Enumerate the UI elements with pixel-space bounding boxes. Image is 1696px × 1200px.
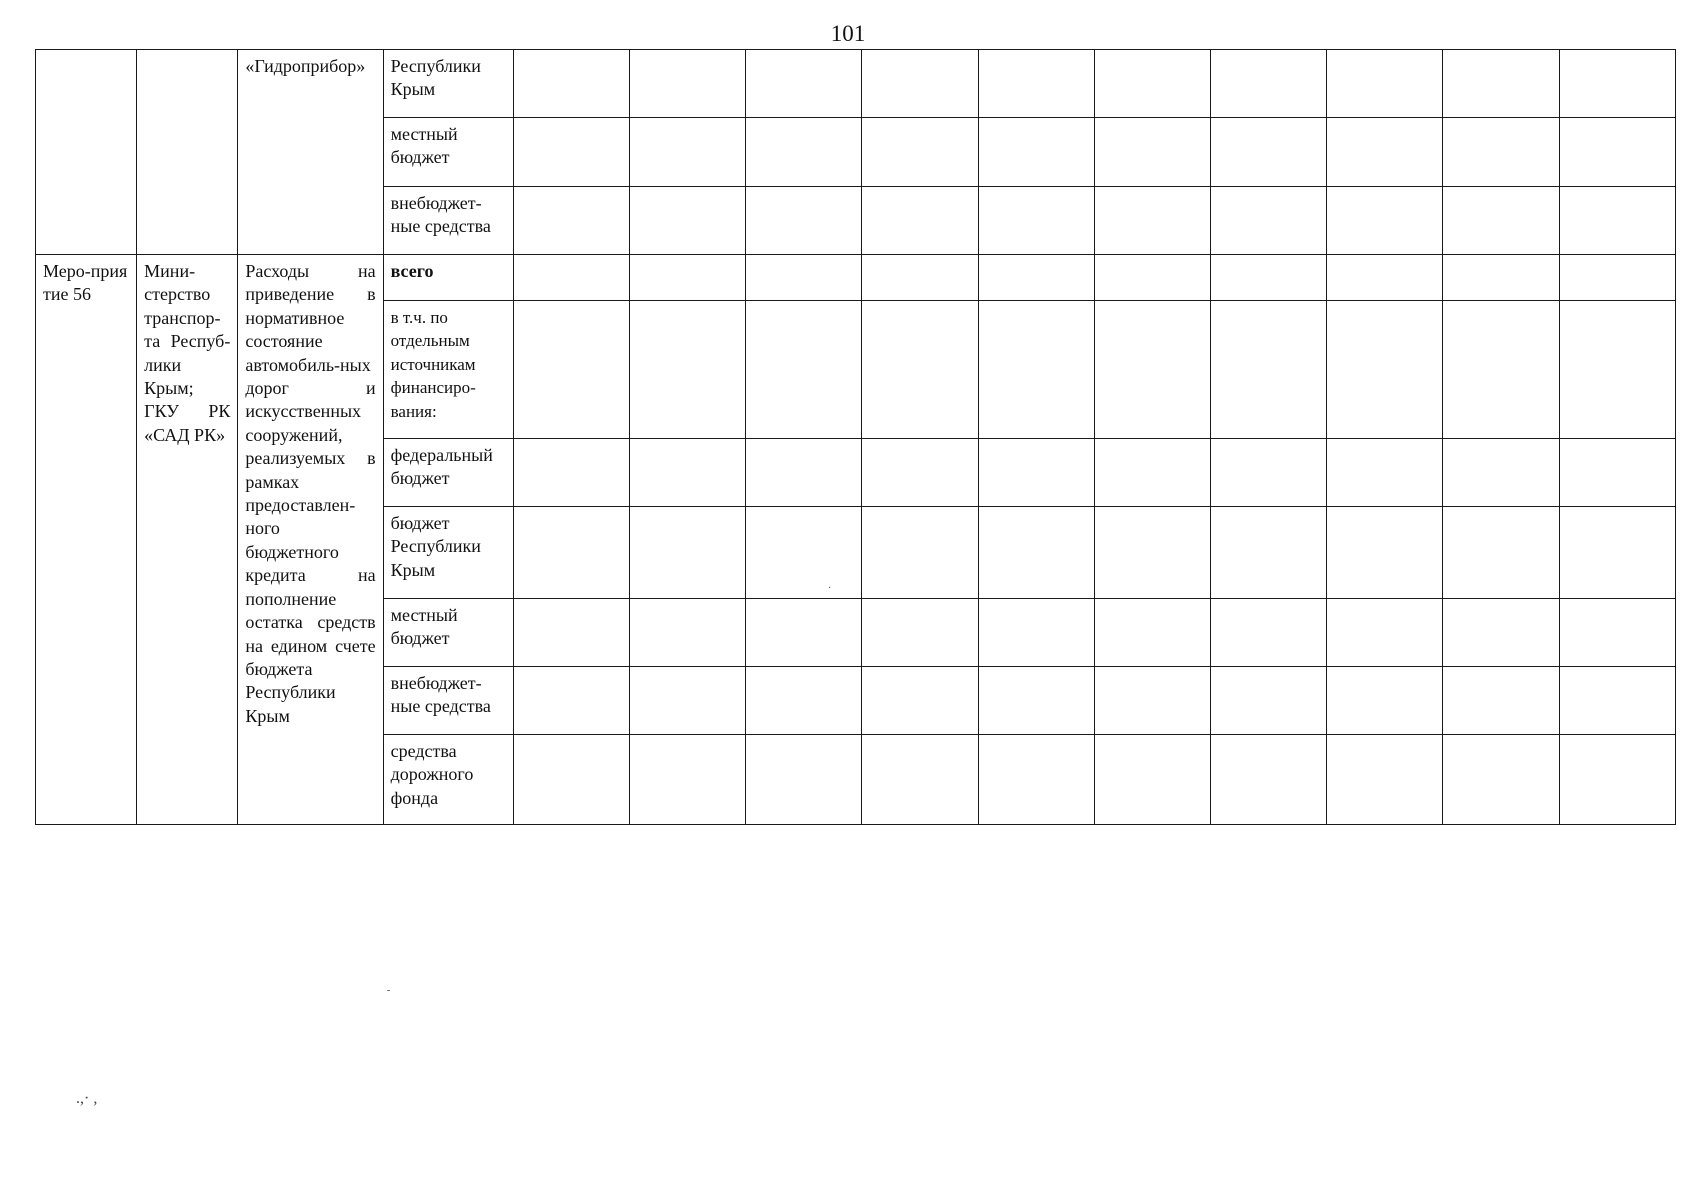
value-cell bbox=[1443, 599, 1559, 667]
value-cell bbox=[978, 255, 1094, 301]
funding-source-label: местный бюджет bbox=[383, 118, 513, 187]
value-cell bbox=[513, 439, 629, 507]
value-cell bbox=[862, 255, 978, 301]
value-cell bbox=[513, 667, 629, 735]
value-cell bbox=[630, 255, 746, 301]
value-cell bbox=[862, 187, 978, 255]
executor-cell: Мини-стерство транспор-та Респуб-лики Крым; ГКУ РК «САД РК» bbox=[137, 255, 238, 825]
scan-speck: - bbox=[387, 985, 391, 996]
value-cell bbox=[630, 50, 746, 118]
value-cell bbox=[630, 667, 746, 735]
value-cell bbox=[1094, 599, 1210, 667]
value-cell bbox=[862, 599, 978, 667]
value-cell bbox=[862, 50, 978, 118]
value-cell bbox=[630, 507, 746, 599]
table-row bbox=[36, 50, 1676, 118]
value-cell bbox=[746, 187, 862, 255]
value-cell bbox=[978, 301, 1094, 439]
value-cell bbox=[1559, 439, 1675, 507]
value-cell bbox=[513, 735, 629, 825]
value-cell bbox=[1443, 187, 1559, 255]
value-cell bbox=[1327, 507, 1443, 599]
value-cell bbox=[1559, 507, 1675, 599]
value-cell bbox=[1211, 439, 1327, 507]
measure-label-cell: Меро-приятие 56 bbox=[36, 255, 137, 825]
value-cell bbox=[978, 667, 1094, 735]
value-cell bbox=[978, 599, 1094, 667]
value-cell bbox=[513, 50, 629, 118]
value-cell bbox=[746, 439, 862, 507]
description-cell: Расходы на приведение в нормативное состояние автомобиль-ных дорог и искусственных сооружений, реализуемых в рамках предоставлен-ного бюджетного кредита на пополнение остатка средств на едином счете бюджета Республики Крым bbox=[238, 255, 383, 825]
value-cell bbox=[978, 50, 1094, 118]
value-cell bbox=[630, 599, 746, 667]
value-cell bbox=[1327, 667, 1443, 735]
value-cell bbox=[1211, 667, 1327, 735]
value-cell bbox=[1094, 439, 1210, 507]
value-cell bbox=[1559, 187, 1675, 255]
value-cell bbox=[746, 255, 862, 301]
value-cell bbox=[1443, 667, 1559, 735]
value-cell bbox=[1327, 118, 1443, 187]
value-cell bbox=[978, 439, 1094, 507]
value-cell bbox=[1327, 439, 1443, 507]
value-cell bbox=[746, 118, 862, 187]
value-cell bbox=[746, 735, 862, 825]
value-cell bbox=[1559, 735, 1675, 825]
funding-source-label: бюджет Республики Крым bbox=[383, 507, 513, 599]
funding-source-label: всего bbox=[383, 255, 513, 301]
financing-table bbox=[35, 49, 1676, 825]
value-cell bbox=[1443, 439, 1559, 507]
value-cell bbox=[862, 735, 978, 825]
value-cell bbox=[1211, 301, 1327, 439]
value-cell bbox=[630, 118, 746, 187]
value-cell bbox=[746, 599, 862, 667]
value-cell bbox=[978, 187, 1094, 255]
value-cell bbox=[1094, 735, 1210, 825]
value-cell bbox=[1094, 255, 1210, 301]
value-cell bbox=[1559, 118, 1675, 187]
value-cell bbox=[1211, 507, 1327, 599]
value-cell bbox=[513, 599, 629, 667]
value-cell bbox=[862, 507, 978, 599]
value-cell bbox=[1327, 735, 1443, 825]
measure-cell-prev bbox=[36, 50, 137, 255]
value-cell bbox=[1094, 187, 1210, 255]
funding-source-label: средства дорожного фонда bbox=[383, 735, 513, 825]
executor-cell-prev bbox=[137, 50, 238, 255]
funding-source-label: федеральный бюджет bbox=[383, 439, 513, 507]
value-cell bbox=[1211, 118, 1327, 187]
value-cell bbox=[1211, 735, 1327, 825]
value-cell bbox=[630, 301, 746, 439]
value-cell bbox=[1443, 735, 1559, 825]
funding-source-label: внебюджет-ные средства bbox=[383, 667, 513, 735]
value-cell bbox=[1094, 50, 1210, 118]
funding-source-label: внебюджет-ные средства bbox=[383, 187, 513, 255]
value-cell bbox=[1094, 507, 1210, 599]
value-cell bbox=[1327, 255, 1443, 301]
table-row bbox=[36, 255, 1676, 301]
value-cell bbox=[978, 507, 1094, 599]
value-cell bbox=[1443, 507, 1559, 599]
value-cell bbox=[1443, 301, 1559, 439]
value-cell bbox=[862, 118, 978, 187]
value-cell bbox=[1443, 50, 1559, 118]
value-cell bbox=[746, 301, 862, 439]
value-cell bbox=[1559, 301, 1675, 439]
value-cell bbox=[1559, 50, 1675, 118]
value-cell bbox=[630, 187, 746, 255]
value-cell bbox=[513, 255, 629, 301]
value-cell bbox=[746, 667, 862, 735]
value-cell bbox=[513, 187, 629, 255]
value-cell bbox=[1559, 599, 1675, 667]
value-cell bbox=[862, 667, 978, 735]
value-cell bbox=[630, 439, 746, 507]
value-cell bbox=[1327, 301, 1443, 439]
value-cell bbox=[513, 507, 629, 599]
scan-mark: .,· , bbox=[76, 1090, 98, 1107]
value-cell bbox=[746, 50, 862, 118]
value-cell bbox=[1559, 255, 1675, 301]
value-cell bbox=[630, 735, 746, 825]
value-cell bbox=[1327, 599, 1443, 667]
funding-source-label: в т.ч. по отдельным источникам финансиро-вания: bbox=[383, 301, 513, 439]
value-cell bbox=[1211, 255, 1327, 301]
value-cell bbox=[978, 735, 1094, 825]
value-cell bbox=[746, 507, 862, 599]
page-number: 101 bbox=[830, 21, 866, 46]
value-cell bbox=[1094, 667, 1210, 735]
scan-speck: · bbox=[828, 583, 832, 594]
value-cell bbox=[978, 118, 1094, 187]
org-continuation-cell: «Гидроприбор» bbox=[238, 50, 383, 255]
value-cell bbox=[862, 439, 978, 507]
value-cell bbox=[1211, 50, 1327, 118]
value-cell bbox=[1211, 599, 1327, 667]
funding-source-label: Республики Крым bbox=[383, 50, 513, 118]
value-cell bbox=[513, 118, 629, 187]
value-cell bbox=[1327, 187, 1443, 255]
value-cell bbox=[1094, 118, 1210, 187]
value-cell bbox=[1559, 667, 1675, 735]
value-cell bbox=[1211, 187, 1327, 255]
value-cell bbox=[862, 301, 978, 439]
value-cell bbox=[1327, 50, 1443, 118]
value-cell bbox=[513, 301, 629, 439]
value-cell bbox=[1094, 301, 1210, 439]
value-cell bbox=[1443, 118, 1559, 187]
value-cell bbox=[1443, 255, 1559, 301]
funding-source-label: местный бюджет bbox=[383, 599, 513, 667]
